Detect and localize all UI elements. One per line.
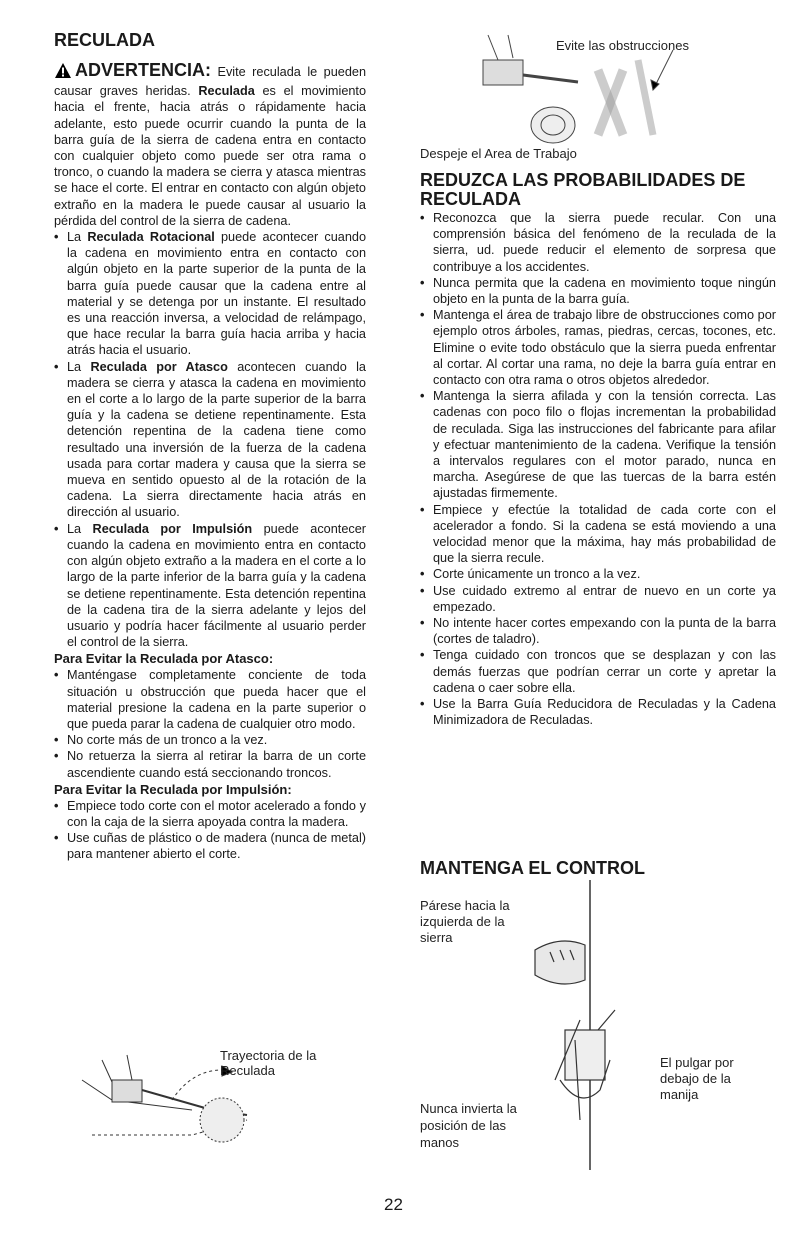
kickback-trajectory-caption: Trayectoria de la Reculada bbox=[220, 1048, 317, 1078]
work-area-caption: Despeje el Area de Trabajo bbox=[420, 146, 577, 161]
impulsion-heading: Para Evitar la Reculada por Impulsión: bbox=[54, 781, 292, 797]
kickback-kind-item: • La Reculada por Impulsión puede acontecer cuando la cadena en movimiento entra en contacto con algún objeto extraño a la madera en el corte a lo largo de la parte inferior de la barra guía y la cadena se detiene repentinamente. Esta detención repentina de la cadena tira de la sierra adelante y lejos del usuario y podría hacer fácilmente al usuario perder el control de la sierra. bbox=[54, 521, 366, 651]
list-item: • Tenga cuidado con troncos que se desplazan y con las demás fuerzas que podrían cerrar un corte y apretar la cadena o caer sobre ella. bbox=[420, 647, 776, 696]
atasco-list bbox=[54, 667, 366, 780]
warning-text-b: es el movimiento hacia el frente, hacia atrás o rápidamente hacia adelante, esto puede ocurrir cuando la punta de la barra guía de la sierra de cadena entra en contacto con cualquier objeto como puede ser otra rama o tronco, o cuando la madera se cierra y atasca mientras se hace el corte. El entrar en contacto con algún objeto extraño en la madera le puede causar al usuario la pérdida del control de la sierra de cadena. bbox=[54, 84, 367, 228]
list-item: • Empiece todo corte con el motor acelerado a fondo y con la caja de la sierra apoyada contra la madera. bbox=[54, 798, 366, 830]
obstructions-label: Evite las obstrucciones bbox=[556, 38, 689, 53]
control-right-label: El pulgar por debajo de la manija bbox=[660, 1055, 734, 1102]
control-left-label: Párese hacia la izquierda de la sierra bbox=[420, 898, 510, 945]
reduce-list bbox=[420, 210, 776, 729]
list-item: • Empiece y efectúe la totalidad de cada corte con el acelerador a fondo. Si la cadena se está moviendo a una velocidad menor que la máxima, hay más probabilidad de que la sierra recule. bbox=[420, 502, 776, 567]
list-item: • No intente hacer cortes empexando con la punta de la barra (cortes de taladro). bbox=[420, 615, 776, 647]
list-item: • No corte más de un tronco a la vez. bbox=[54, 732, 366, 748]
section-title-reculada: RECULADA bbox=[54, 30, 155, 50]
page-number: 22 bbox=[384, 1195, 403, 1214]
warning-bold-term: Reculada bbox=[198, 84, 255, 99]
list-item: • No retuerza la sierra al retirar la barra de un corte ascendiente cuando está seccionando troncos. bbox=[54, 748, 366, 780]
kickback-kind-item: • La Reculada por Atasco acontecen cuando la madera se cierra y atasca la cadena en movimiento en el corte a lo largo de la parte superior de la barra guía y la cadena se detiene repentinamente. Esta detención repentina de la cadena tiene como resultado una inversión de la fuerza de la cadena usada para cortar madera y causa que la sierra se mueva en sentido opuesto al de la rotación de la cadena. La sierra directamente hacia atrás en dirección al usuario. bbox=[54, 359, 366, 521]
warning-label: ADVERTENCIA: bbox=[75, 60, 212, 80]
list-item: • Mantenga el área de trabajo libre de obstrucciones como por ejemplo otros árboles, ramas, piedras, cercas, tocones, etc. Elimine o evite todo obstáculo que la sierra pueda enfrentar al cortar. Al cortar una rama, no deje la barra guía entrar en contacto con otra rama o otros objetos alrededor. bbox=[420, 307, 776, 388]
warning-triangle-icon bbox=[54, 62, 72, 83]
warning-text-a: Evite reculada le pueden causar graves heridas. bbox=[54, 65, 366, 99]
list-item: • Use cuñas de plástico o de madera (nunca de metal) para mantener abierto el corte. bbox=[54, 830, 366, 862]
control-illustration bbox=[520, 880, 720, 1170]
list-item: • Manténgase completamente conciente de toda situación u obstrucción que pueda hacer que el material presione la cadena en la parte superior o que pueda parar la cadena de cualquier otro modo. bbox=[54, 667, 366, 732]
list-item: • Mantenga la sierra afilada y con la tensión correcta. Las cadenas con poco filo o flojas incrementan la probabilidad de reculada. Siga las instrucciones del fabricante para afilar y efectuar mantenimiento de la cadena. Verifique la tensión a intervalos regulares con el motor parado, nunca en marcha. Asegúrese de que las tuercas de la barra estén ajustadas firmemente. bbox=[420, 388, 776, 501]
list-item: • Corte únicamente un tronco a la vez. bbox=[420, 566, 776, 582]
control-bottom-label: Nunca invierta la posición de las manos bbox=[420, 1101, 517, 1150]
control-figure bbox=[520, 880, 720, 1170]
atasco-heading: Para Evitar la Reculada por Atasco: bbox=[54, 651, 274, 667]
list-item: • Use cuidado extremo al entrar de nuevo en un corte ya empezado. bbox=[420, 583, 776, 615]
warning-paragraph bbox=[54, 62, 366, 229]
section-title-control: MANTENGA EL CONTROL bbox=[420, 858, 645, 878]
list-item: • Reconozca que la sierra puede recular. Con una comprensión básica del fenómeno de la reculada de la sierra, ud. puede reducir el elemento de sorpresa que contribuye a los accidentes. bbox=[420, 210, 776, 275]
impulsion-list bbox=[54, 798, 366, 863]
kickback-kinds-list bbox=[54, 229, 366, 650]
warning-block bbox=[54, 62, 366, 863]
kickback-kind-item: • La Reculada Rotacional puede acontecer cuando la cadena en movimiento entra en contacto con algún objeto en la parte superior de la punta de la barra guía puede causar que la cadena entre al material y se detenga por un instante. El resultado es una reacción inversa, a velocidad de relámpago, que hace recular la barra guía hacia arriba y hacia atrás hacia el usuario. bbox=[54, 229, 366, 359]
list-item: • Nunca permita que la cadena en movimiento toque ningún objeto en la punta de la barra guía. bbox=[420, 275, 776, 307]
list-item: • Use la Barra Guía Reducidora de Reculadas y la Cadena Minimizadora de Reculadas. bbox=[420, 696, 776, 728]
section-title-reduce: REDUZCA LAS PROBABILIDADES DE RECULADA bbox=[420, 170, 746, 209]
